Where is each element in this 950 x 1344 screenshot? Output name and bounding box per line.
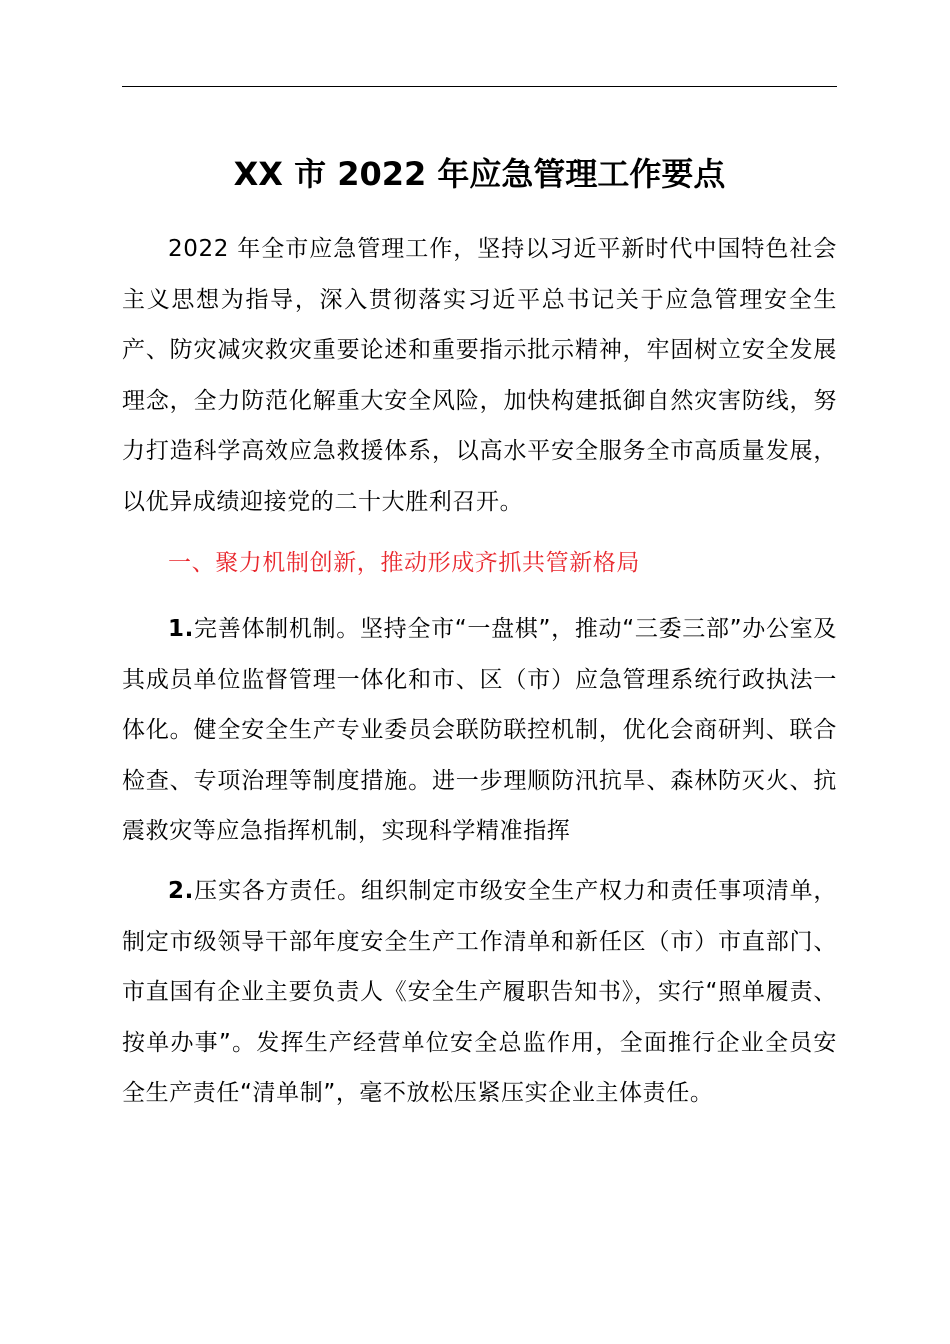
document-title: XX 市 2022 年应急管理工作要点 (233, 155, 726, 193)
intro-paragraph: 2022 年全市应急管理工作，坚持以习近平新时代中国特色社会主义思想为指导，深入贯彻落实习近平总书记关于应急管理安全生产、防灾减灾救灾重要论述和重要指示批示精神，牢固树立安全发展理念，全力防范化解重大安全风险，加快构建抵御自然灾害防线，努力打造科学高效应急救援体系，以高水平安全服务全市高质量发展，以优异成绩迎接党的二十大胜利召开。 (122, 236, 837, 515)
item-number-2: 2. (168, 878, 194, 904)
item-number-1: 1. (168, 616, 194, 642)
header-rule (122, 86, 837, 87)
item-text-1: 完善体制机制。坚持全市“一盘棋”，推动“三委三部”办公室及其成员单位监督管理一体化和市、区（市）应急管理系统行政执法一体化。健全安全生产专业委员会联防联控机制，优化会商研判、联合检查、专项治理等制度措施。进一步理顺防汛抗旱、森林防灭火、抗震救灾等应急指挥机制，实现科学精准指挥 (122, 616, 837, 844)
item-paragraph-1 (122, 604, 837, 857)
section-heading: 一、聚力机制创新，推动形成齐抓共管新格局 (168, 550, 640, 576)
item-paragraph-2 (122, 866, 837, 1119)
item-text-2: 压实各方责任。组织制定市级安全生产权力和责任事项清单，制定市级领导干部年度安全生产工作清单和新任区（市）市直部门、市直国有企业主要负责人《安全生产履职告知书》，实行“照单履责、按单办事”。发挥生产经营单位安全总监作用，全面推行企业全员安全生产责任“清单制”，毫不放松压紧压实企业主体责任。 (122, 878, 837, 1106)
